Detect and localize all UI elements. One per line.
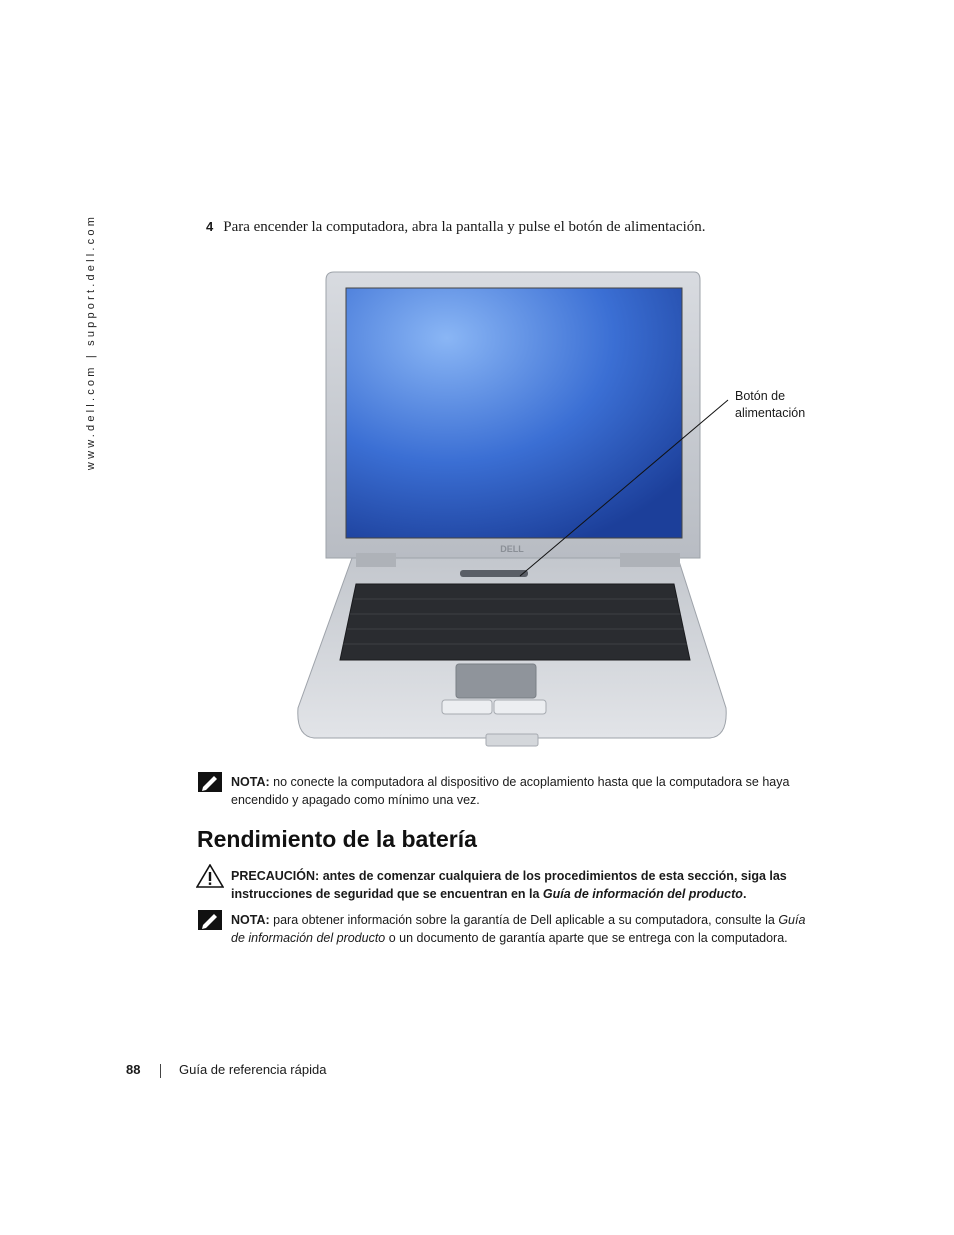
- power-button-strip: [460, 570, 528, 577]
- note2-line1-pre: para obtener información sobre la garantía de Dell aplicable a su computadora, consulte la: [273, 913, 775, 927]
- touchpad-button-right: [494, 700, 546, 714]
- note-pencil-icon: [198, 772, 222, 792]
- hinge-right: [620, 553, 680, 567]
- caution-warning-icon: [196, 864, 224, 888]
- caution-line2-italic: Guía de información del producto: [542, 887, 743, 901]
- step-instruction: [206, 219, 706, 236]
- step-text: Para encender la computadora, abra la pantalla y pulse el botón de alimentación.: [223, 219, 706, 235]
- touchpad: [456, 664, 536, 698]
- note-pencil-icon: [198, 910, 222, 930]
- footer-title: Guía de referencia rápida: [179, 1062, 327, 1077]
- keyboard: [340, 584, 690, 660]
- laptop-illustration: [290, 268, 736, 750]
- laptop-screen: [346, 288, 682, 538]
- note1-line2: encendido y apagado como mínimo una vez.: [231, 793, 480, 807]
- caution-line2-pre: instrucciones de seguridad que se encuentran en la: [231, 887, 540, 901]
- note2-line2-italic: de información del producto: [231, 931, 386, 945]
- step-number: 4: [206, 219, 214, 234]
- page-number: 88: [126, 1062, 141, 1077]
- dell-logo: DELL: [500, 544, 524, 554]
- caution-block: [231, 867, 787, 903]
- caution-label: PRECAUCIÓN:: [231, 869, 320, 883]
- note-docking: [231, 773, 789, 809]
- sidebar-url-text: www.dell.com | support.dell.com: [85, 213, 97, 471]
- section-heading: Rendimiento de la batería: [197, 826, 477, 852]
- note1-line1: no conecte la computadora al dispositivo de acoplamiento hasta que la computadora se haya: [273, 775, 790, 789]
- touchpad-button-left: [442, 700, 492, 714]
- caution-line1: antes de comenzar cualquiera de los procedimientos de esta sección, siga las: [322, 869, 787, 883]
- note-warranty: [231, 911, 805, 947]
- callout-line1: Botón de: [735, 389, 786, 403]
- note2-label: NOTA:: [231, 913, 270, 927]
- note2-line1-italic: Guía: [778, 913, 806, 927]
- sidebar-url: [84, 213, 98, 471]
- power-button-callout: [735, 388, 805, 422]
- note2-line2-post: o un documento de garantía aparte que se entrega con la computadora.: [388, 931, 788, 945]
- note1-label: NOTA:: [231, 775, 270, 789]
- caution-line2-post: .: [742, 887, 747, 901]
- footer-divider: [160, 1064, 161, 1078]
- front-latch: [486, 734, 538, 746]
- callout-line2: alimentación: [735, 406, 806, 420]
- hinge-left: [356, 553, 396, 567]
